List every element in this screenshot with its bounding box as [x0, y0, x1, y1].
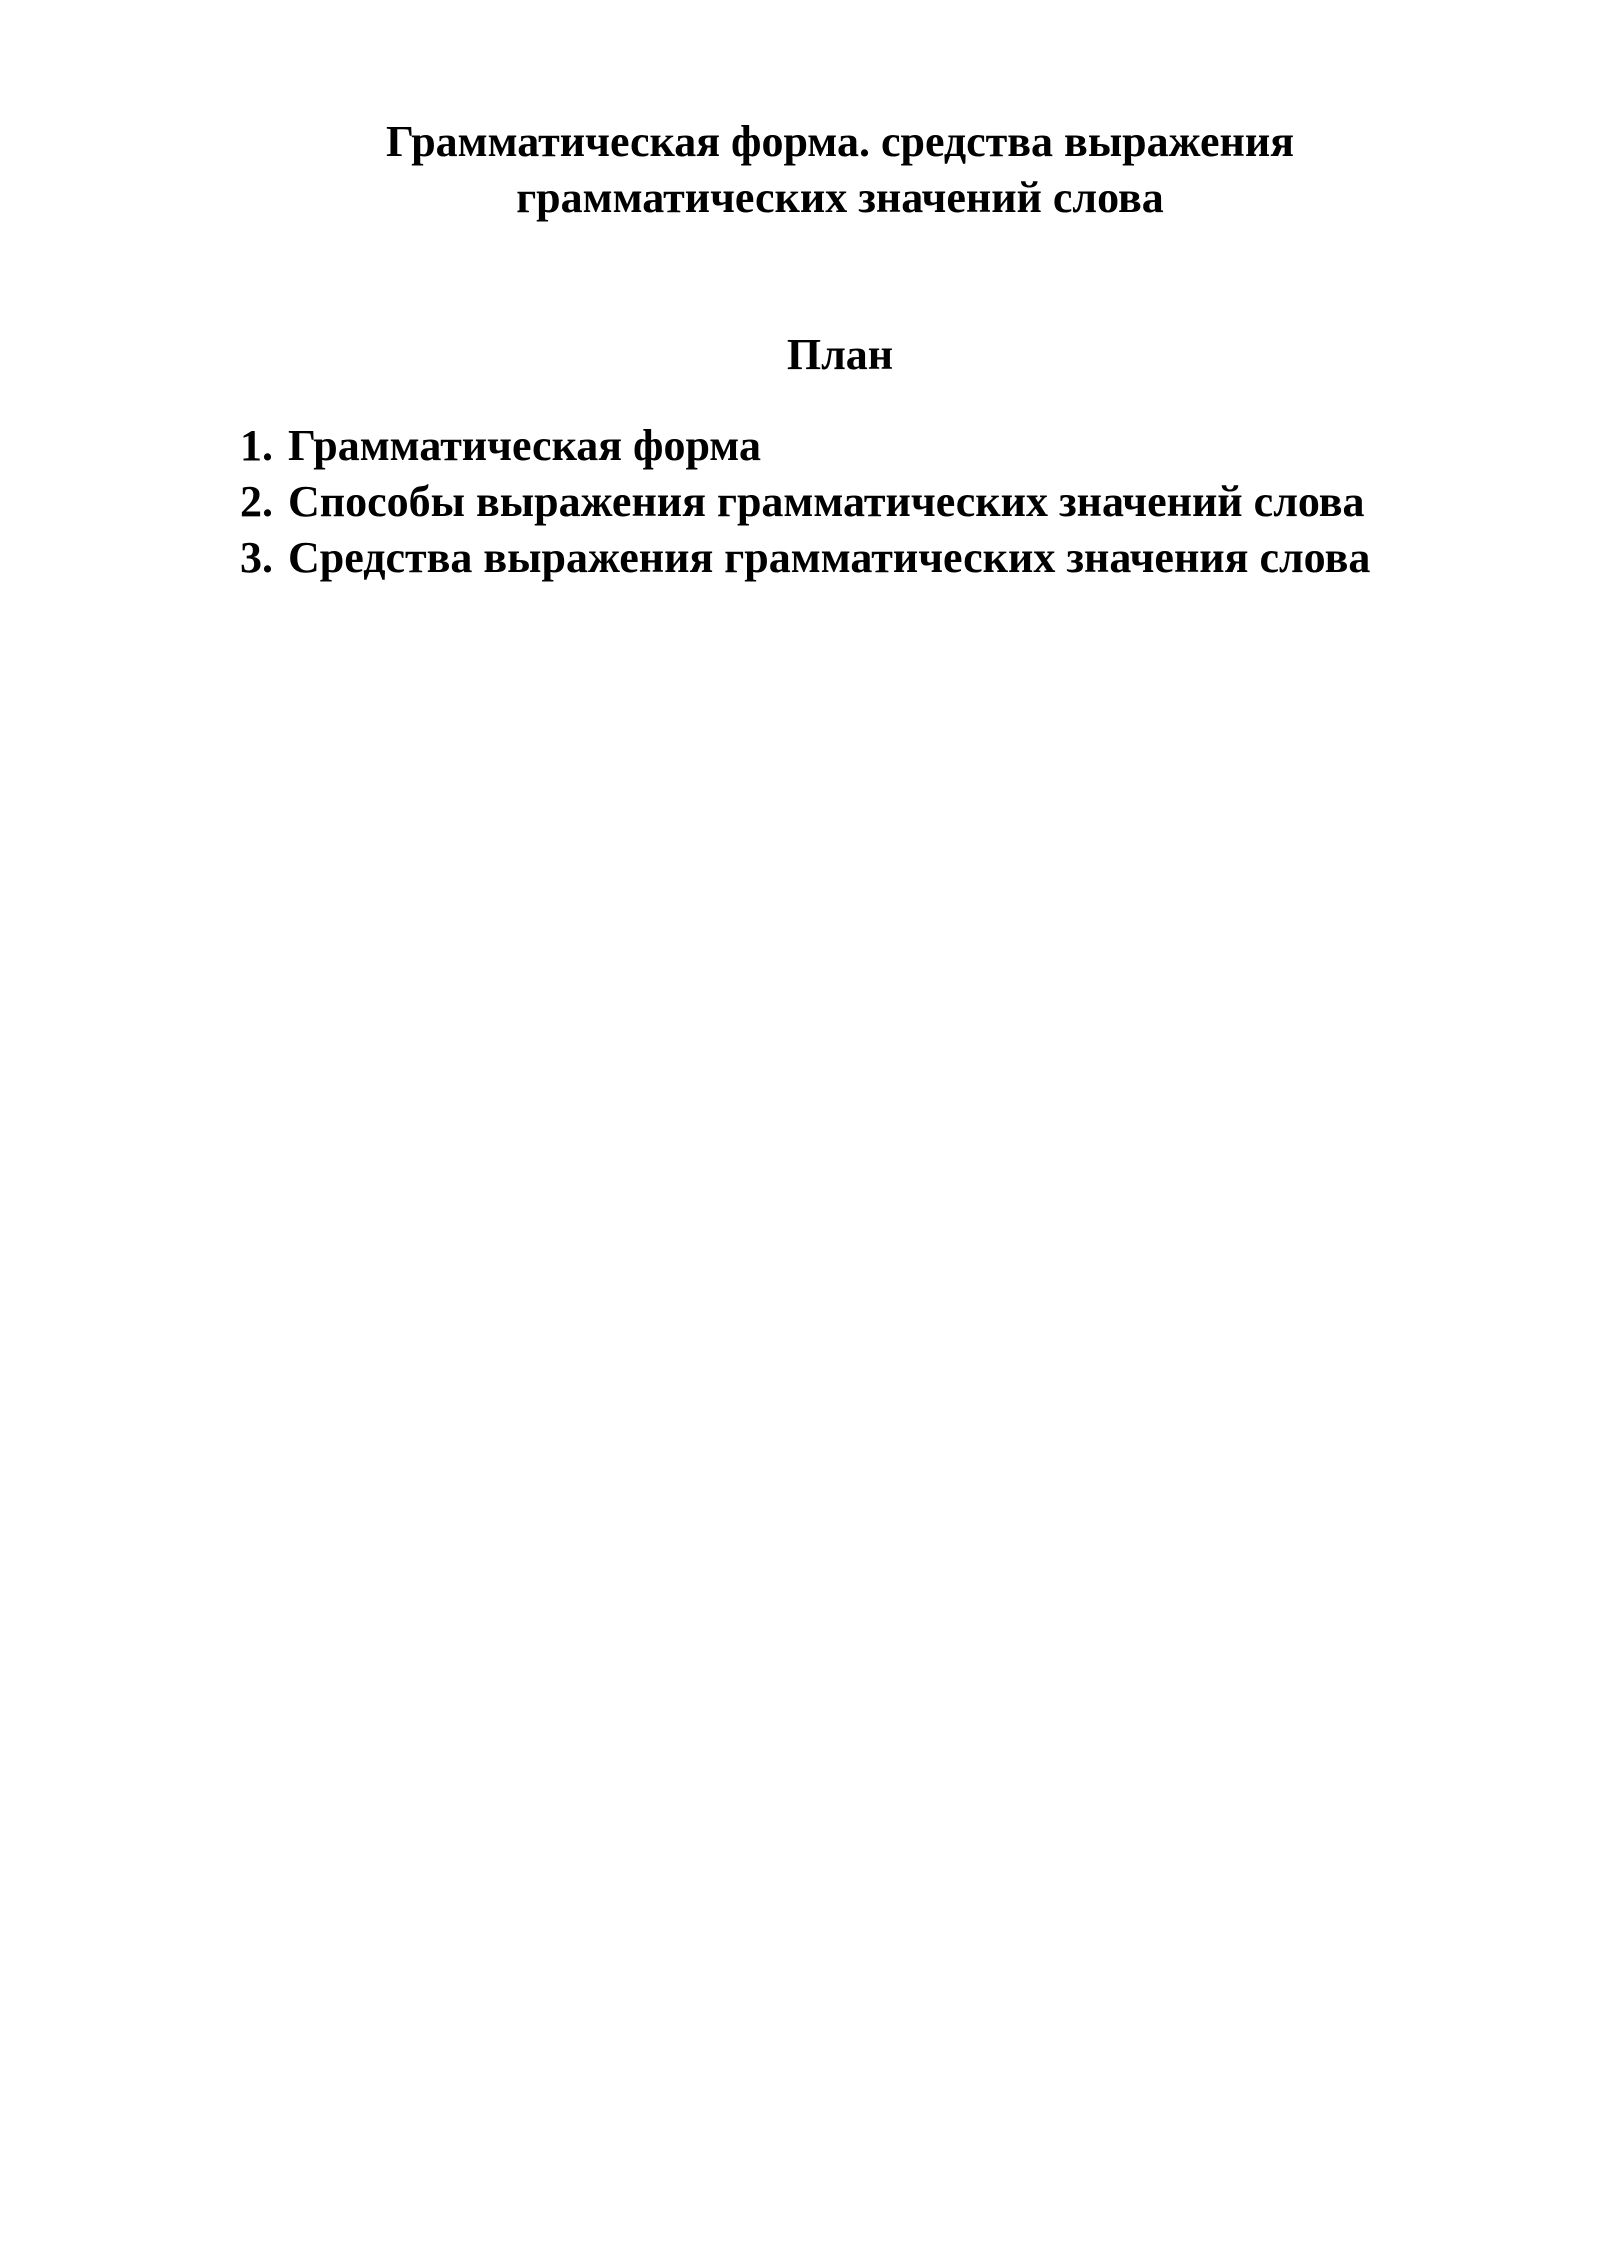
plan-item-text: Средства выражения грамматических значения слова	[288, 533, 1371, 582]
plan-item-number: 3.	[240, 533, 273, 582]
document-title-line-1: Грамматическая форма. средства выражения	[385, 117, 1295, 166]
plan-list-item	[240, 474, 1370, 530]
document-title-line-2: грамматических значений слова	[516, 173, 1164, 222]
plan-item-text: Способы выражения грамматических значений слова	[288, 477, 1365, 526]
plan-list-item	[240, 530, 1370, 586]
plan-item-text: Грамматическая форма	[288, 421, 761, 470]
document-title	[240, 114, 1440, 226]
plan-heading: План	[786, 330, 894, 379]
plan-item-number: 1.	[240, 421, 273, 470]
plan-list	[240, 418, 1370, 586]
plan-list-item	[240, 418, 1370, 474]
plan-item-number: 2.	[240, 477, 273, 526]
